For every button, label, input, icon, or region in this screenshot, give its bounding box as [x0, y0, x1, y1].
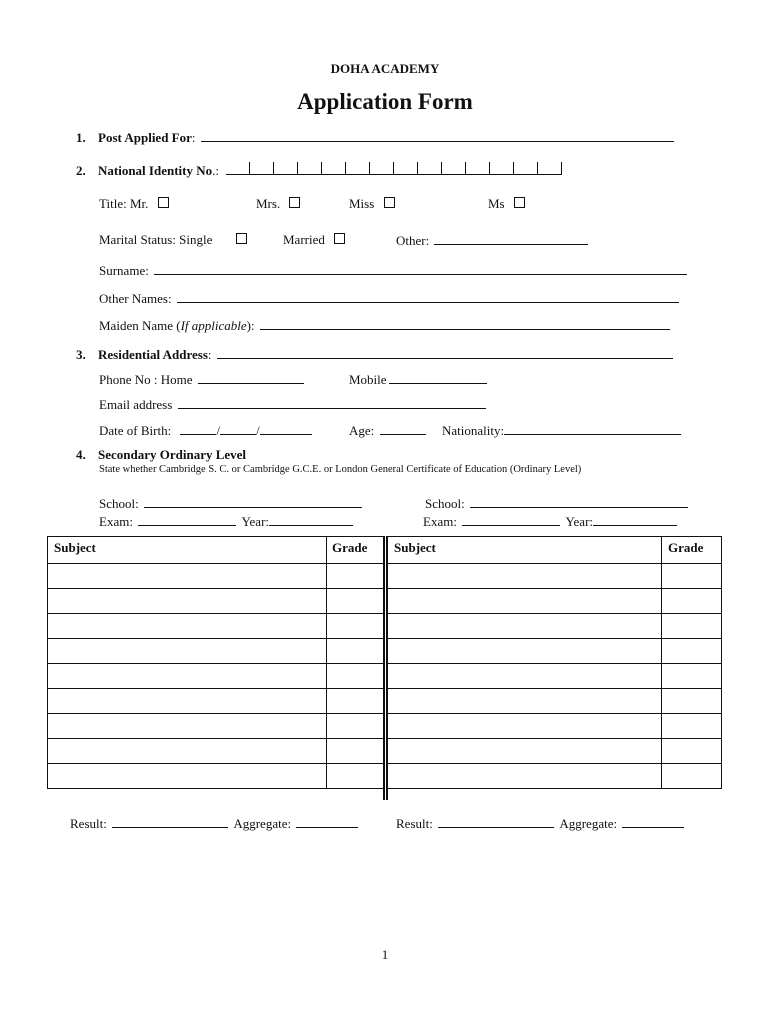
- result-label: Result:: [396, 816, 433, 831]
- grade-cell[interactable]: [662, 639, 722, 664]
- table-row: [388, 689, 722, 714]
- table-row: [388, 664, 722, 689]
- national-id-label: National Identity No: [98, 163, 213, 178]
- result-right-field[interactable]: [438, 815, 554, 828]
- aggregate-left-field[interactable]: [296, 815, 358, 828]
- subject-cell[interactable]: [48, 589, 327, 614]
- subject-cell[interactable]: [388, 714, 662, 739]
- grade-cell[interactable]: [327, 564, 384, 589]
- post-applied-label: Post Applied For: [98, 130, 192, 145]
- table-row: [388, 739, 722, 764]
- title-row: [99, 196, 169, 212]
- dob-label: Date of Birth:: [99, 423, 172, 438]
- section-number: 2.: [76, 163, 86, 178]
- subject-cell[interactable]: [388, 639, 662, 664]
- subject-cell[interactable]: [48, 664, 327, 689]
- grade-cell[interactable]: [327, 639, 384, 664]
- subject-cell[interactable]: [388, 614, 662, 639]
- subject-cell[interactable]: [48, 614, 327, 639]
- table-row: [48, 639, 384, 664]
- maiden-name-field[interactable]: [260, 317, 670, 330]
- post-applied-field[interactable]: [201, 129, 674, 142]
- subject-cell[interactable]: [48, 564, 327, 589]
- subject-cell[interactable]: [48, 739, 327, 764]
- dob-year-field[interactable]: [260, 422, 312, 435]
- table-row: [48, 664, 384, 689]
- page-number: 1: [381, 947, 389, 962]
- grade-cell[interactable]: [662, 689, 722, 714]
- age-label: Age:: [349, 423, 375, 438]
- school-right-field[interactable]: [470, 495, 688, 508]
- grade-cell[interactable]: [327, 589, 384, 614]
- result-left-field[interactable]: [112, 815, 228, 828]
- grade-cell[interactable]: [662, 714, 722, 739]
- grade-cell[interactable]: [327, 664, 384, 689]
- miss-checkbox[interactable]: [384, 197, 395, 208]
- school-label: School:: [99, 496, 139, 511]
- grade-header: Grade: [662, 537, 722, 564]
- other-label: Other:: [396, 233, 430, 248]
- email-field[interactable]: [178, 396, 486, 409]
- subject-cell[interactable]: [388, 664, 662, 689]
- grade-cell[interactable]: [327, 614, 384, 639]
- dob-month-field[interactable]: [220, 422, 256, 435]
- result-label: Result:: [70, 816, 107, 831]
- married-label: Married: [283, 232, 325, 247]
- aggregate-label: Aggregate:: [559, 816, 618, 831]
- grade-cell[interactable]: [327, 764, 384, 789]
- exam-left-field[interactable]: [138, 513, 236, 526]
- phone-home-label: Phone No : Home: [99, 372, 193, 387]
- age-field[interactable]: [380, 422, 426, 435]
- section-number: 3.: [76, 347, 86, 362]
- residential-address-label: Residential Address: [98, 347, 208, 362]
- subject-cell[interactable]: [388, 564, 662, 589]
- table-row: [388, 564, 722, 589]
- subject-cell[interactable]: [388, 589, 662, 614]
- grades-table-right: [387, 536, 722, 789]
- exam-right-field[interactable]: [462, 513, 560, 526]
- other-names-field[interactable]: [177, 290, 679, 303]
- subject-cell[interactable]: [388, 689, 662, 714]
- post-applied-row: 1. Post Applied For:: [76, 129, 674, 146]
- maiden-name-label: Maiden Name (If applicable):: [99, 318, 255, 333]
- residential-address-field[interactable]: [217, 346, 673, 359]
- table-row: [388, 764, 722, 789]
- table-row: [48, 589, 384, 614]
- table-row: [48, 614, 384, 639]
- other-names-label: Other Names:: [99, 291, 172, 306]
- grade-header: Grade: [327, 537, 384, 564]
- surname-label: Surname:: [99, 263, 149, 278]
- aggregate-label: Aggregate:: [233, 816, 292, 831]
- year-label: Year:: [241, 514, 270, 529]
- subject-cell[interactable]: [388, 764, 662, 789]
- table-row: [48, 739, 384, 764]
- year-left-field[interactable]: [269, 513, 353, 526]
- table-row: [388, 714, 722, 739]
- table-row: [388, 589, 722, 614]
- marital-other-field[interactable]: [434, 232, 588, 245]
- year-label: Year:: [565, 514, 594, 529]
- table-row: [48, 764, 384, 789]
- subject-cell[interactable]: [388, 739, 662, 764]
- subject-cell[interactable]: [48, 764, 327, 789]
- grade-cell[interactable]: [327, 689, 384, 714]
- phone-home-field[interactable]: [198, 371, 304, 384]
- grades-table-left: [47, 536, 384, 789]
- table-row: [388, 614, 722, 639]
- grade-cell[interactable]: [662, 589, 722, 614]
- school-left-field[interactable]: [144, 495, 362, 508]
- national-id-field[interactable]: [226, 162, 562, 179]
- subject-cell[interactable]: [48, 639, 327, 664]
- school-label: School:: [425, 496, 465, 511]
- grade-cell[interactable]: [662, 664, 722, 689]
- subject-cell[interactable]: [48, 689, 327, 714]
- title-ms-label: Ms: [488, 196, 505, 211]
- grade-cell[interactable]: [327, 714, 384, 739]
- exam-label: Exam:: [99, 514, 133, 529]
- year-right-field[interactable]: [593, 513, 677, 526]
- organization-name: DOHA ACADEMY: [330, 61, 440, 76]
- single-checkbox[interactable]: [236, 233, 247, 244]
- grade-cell[interactable]: [662, 764, 722, 789]
- secondary-level-note: State whether Cambridge S. C. or Cambridge G.C.E. or London General Certificate of Education (Ordinary Level): [99, 464, 582, 475]
- email-label: Email address: [99, 397, 173, 412]
- grade-cell[interactable]: [327, 739, 384, 764]
- table-row: [388, 639, 722, 664]
- table-row: [48, 689, 384, 714]
- national-id-row: 2. National Identity No.:: [76, 162, 562, 179]
- dob-day-field[interactable]: [180, 422, 216, 435]
- mobile-label: Mobile: [349, 372, 387, 387]
- secondary-level-heading: Secondary Ordinary Level: [98, 447, 247, 462]
- grade-cell[interactable]: [662, 564, 722, 589]
- table-row: [48, 714, 384, 739]
- aggregate-right-field[interactable]: [622, 815, 684, 828]
- title-miss-label: Miss: [349, 196, 375, 211]
- mr-checkbox[interactable]: [158, 197, 169, 208]
- section-number: 1.: [76, 130, 86, 145]
- ms-checkbox[interactable]: [514, 197, 525, 208]
- marital-status-label: Marital Status: Single: [99, 232, 213, 247]
- mobile-field[interactable]: [389, 371, 487, 384]
- exam-label: Exam:: [423, 514, 457, 529]
- nationality-label: Nationality:: [442, 423, 505, 438]
- subject-header: Subject: [48, 537, 327, 564]
- mrs-checkbox[interactable]: [289, 197, 300, 208]
- title-mrs-label: Mrs.: [256, 196, 281, 211]
- title-mr-label: Title: Mr.: [99, 196, 149, 211]
- subject-header: Subject: [388, 537, 662, 564]
- surname-field[interactable]: [154, 262, 687, 275]
- nationality-field[interactable]: [504, 422, 681, 435]
- grade-cell[interactable]: [662, 739, 722, 764]
- subject-cell[interactable]: [48, 714, 327, 739]
- table-row: [48, 564, 384, 589]
- form-title: Application Form: [297, 89, 473, 114]
- section-number: 4.: [76, 447, 86, 462]
- married-checkbox[interactable]: [334, 233, 345, 244]
- grade-cell[interactable]: [662, 614, 722, 639]
